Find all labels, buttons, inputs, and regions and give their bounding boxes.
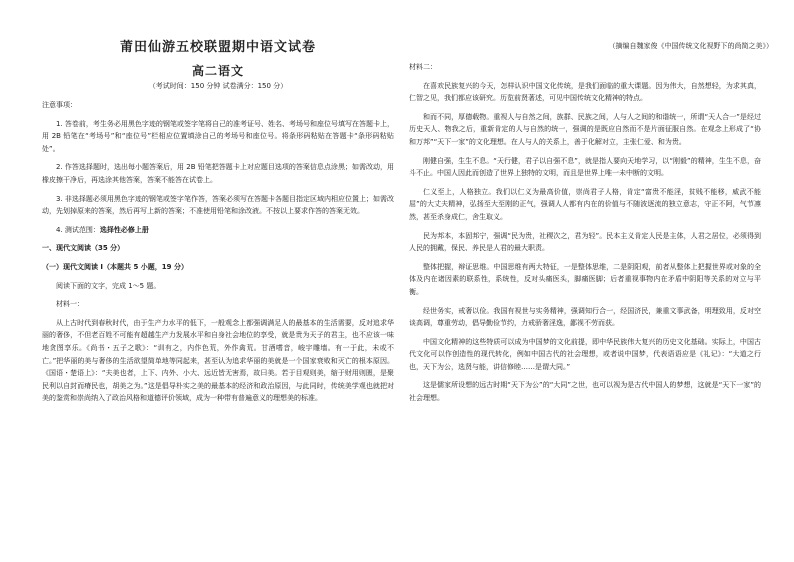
material2-paragraph: 和而不同，厚德载物。重视人与自然之间，族群、民族之间，人与人之间的和谐统一，所谓“天人合一”是经过历史天人、物我之后，重新肯定的人与自然的统一，强调的是既应自然而不是片面征服自然。在观念上形成了“协和万邦”“天下一家”的文化理想。在人与人的关系上，善于化解对立，主张仁爱、和为贵。 — [409, 112, 761, 146]
material2-label: 材料二： — [409, 63, 437, 71]
exam-info: （考试时间：150 分钟 试卷满分：150 分） — [148, 82, 288, 90]
exam-subtitle: 高二语文 — [191, 64, 244, 78]
notice-2: 2. 作答选择题时，选出每小题答案后，用 2B 铅笔把答题卡上对应题目选项的答案信息点涂黑；如需改动，用橡皮擦干净后，再选涂其他答案，答案不能答在试卷上。 — [42, 163, 394, 184]
material2-paragraph: 民为邦本，本固邦宁，强调“民为贵，社稷次之，君为轻”。民本主义肯定人民是主体，人君之居位，必须得到人民的拥戴，保民、养民是人君的最大职责。 — [409, 231, 761, 253]
scope-value: 选择性必修上册 — [99, 225, 149, 234]
material2-paragraph: 仁义至上，人格独立。我们以仁义为最高价值，崇尚君子人格，肯定“富贵不能淫，贫贱不能移，威武不能屈”的大丈夫精神，弘扬至大至刚的正气，强调人人都有内在的价值与不随波逐流的独立意志，守正不阿，气节凛然，甚至杀身成仁，舍生取义。 — [409, 187, 761, 221]
right-body — [409, 61, 761, 405]
section-heading-1: 一、现代文阅读（35 分） — [42, 244, 125, 253]
notice-heading: 注意事项： — [42, 101, 77, 109]
scope-prefix: 4. 测试范围： — [56, 225, 100, 234]
reading-instruction: 阅读下面的文字，完成 1～5 题。 — [56, 281, 161, 290]
material1-label: 材料一： — [56, 300, 84, 309]
exam-title: 莆田仙游五校联盟期中语文试卷 — [119, 40, 316, 55]
notice-4 — [42, 224, 394, 237]
material2-paragraph: 经世务实，戒奢以俭。我国有视世与实务精神，强调知行合一，经国济民，兼重文事武备，明理致用，反对空谈高调，尊重劳动，倡导勤俭节约，力戒骄奢淫逸，鄙视不劳而获。 — [409, 306, 761, 328]
notice-3: 3. 非选择题必须用黑色字迹的钢笔或签字笔作答，答案必须写在答题卡各题目指定区域内相应位置上；如需改动，先划掉原来的答案，然后再写上新的答案；不准使用铅笔和涂改液。不按以上要求作答的答案无效。 — [42, 194, 394, 216]
material2-paragraph: 在喜欢民族复兴的今天，怎样认识中国文化传统，是我们面临的重大课题。因为伟大，自然想轻，为求其真，仁智之见，我们都应该研究。历览前贤著述，可见中国传统文化精神的特点。 — [409, 81, 761, 103]
section-heading-1a: （一）现代文阅读 I（本题共 5 小题，19 分） — [42, 262, 188, 271]
material2-paragraph: 中国文化精神的这些特质可以成为中国梦的文化前提，即中华民族伟大复兴的历史文化基础。实际上，中国古代文化可以作创造性的现代转化，例如中国古代的社会理想，或者说中国梦，代表语语应是《礼记》：“大道之行也，天下为公，选贤与能，讲信修睦……是谓大同。” — [409, 337, 761, 371]
notice-1: 1. 答卷前，考生务必用黑色字迹的钢笔或签字笔将自己的准考证号、姓名、考场号和座位号填写在答题卡上，用 2B 铅笔在“考场号”和“座位号”栏相应位置填涂自己的考场号和座位号。将条形码粘贴在答题卡“条形码粘贴处”。 — [42, 119, 394, 153]
material2-paragraph: 这是儒家所设想的远古时期“天下为公”的“大同”之世，也可以视为是古代中国人的梦想，这就是“天下一家”的社会理想。 — [409, 381, 761, 403]
material2-paragraph: 整体把握，辩证思维。中国思维有两大特征，一是整体思维，二是阴阳观，前者从整体上把握世界或对象的全体及内在诸因素的联系性，系统性，反对头痛医头，脚痛医脚；后者重视事物内在矛盾中阴阳等关系的对立与平衡。 — [409, 262, 761, 296]
material2-paragraph: 刚健自强，生生不息。“天行健，君子以自强不息”，就是指人要向天地学习，以“刚毅”的精神，生生不息，奋斗不止。中国人因此而创造了世界上独特的文明，而且是世界上唯一未中断的文明。 — [409, 156, 761, 178]
left-body — [42, 99, 394, 405]
left-column — [42, 0, 394, 562]
right-column — [409, 0, 773, 562]
material1-text: 从上古时代到春秋时代，由于生产力水平的低下，一般观念上都强调满足人的最基本的生活需要，反对追求华丽的奢侈，不但老百姓不可能有超越生产力发展水平和自身社会地位的享受，就是贵为天子的君主，也不应该一味地贪图享乐。《尚书・五子之歌》：“训有之，内作色荒，外作禽荒。甘酒嗜音，峻宇雕墙。有一于此，未或不亡。”把华丽的美与奢侈的生活欲望简单地等同起来，甚至认为追求华丽的美就是一个国家衰败和灭亡的根本原因。《国语・楚语上》：“夫美也者，上下、内外、小大、远近皆无害焉，故曰美。若于目观则美，缩于财用则匮，是聚民利以自封而瘠民也，胡美之为。”这是倡导朴实之美的最基本的经济和政治原因，与此同时，传统美学观也就把对美的鉴赏和崇尚纳入了政治风格和道德评价领域，成为一种带有普遍意义的理想美的标准。 — [42, 318, 394, 403]
source-citation: （摘编自魏家俊《中国传统文化视野下的尚简之美》） — [608, 42, 773, 50]
